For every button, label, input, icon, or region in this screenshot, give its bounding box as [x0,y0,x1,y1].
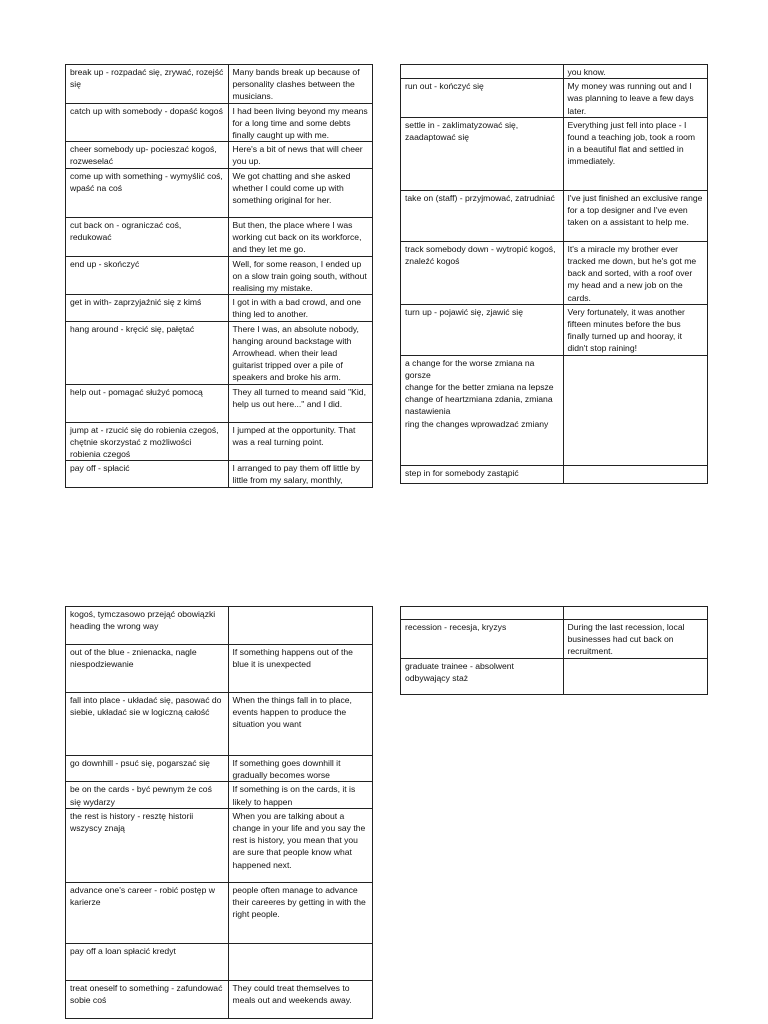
example-cell: I jumped at the opportunity. That was a real turning point. [228,422,373,461]
example-cell [228,607,373,645]
table-row [66,256,373,295]
example-cell: I've just finished an exclusive range for a top designer and I've even taken on a assistant to help me. [563,190,708,241]
example-cell: When you are talking about a change in your life and you say the rest is history, you mean that you are sure that people know what happened next. [228,808,373,882]
term-cell: end up - skończyć [66,256,229,295]
term-cell: kogoś, tymczasowo przejąć obowiązki heading the wrong way [66,607,229,645]
term-cell: break up - rozpadać się, zrywać, rozejść się [66,65,229,104]
table-row [66,693,373,756]
table-row [66,422,373,461]
example-cell: It's a miracle my brother ever tracked me down, but he's got me back and sorted, with a roof over my head and a new job on the cards. [563,241,708,304]
table-row [401,190,708,241]
term-cell: a change for the worse zmiana na gorsze change for the better zmiana na lepsze change of heartzmiana zdania, zmiana nastawienia ring the changes wprowadzać zmiany [401,355,564,465]
vocab-table [65,606,373,1019]
example-cell: If something is on the cards, it is likely to happen [228,782,373,808]
term-cell: turn up - pojawić się, zjawić się [401,304,564,355]
table-row [66,607,373,645]
example-cell: They all turned to meand said "Kid, help us out here..." and I did. [228,384,373,422]
table-row [401,465,708,483]
table-row [401,658,708,694]
term-cell: track somebody down - wytropić kogoś, znaleźć kogoś [401,241,564,304]
term-cell [401,65,564,79]
term-cell: get in with- zaprzyjaźnić się z kimś [66,295,229,321]
example-cell [563,355,708,465]
table-row [66,808,373,882]
vocab-table [400,64,708,484]
table-row [66,142,373,168]
table-row [401,620,708,659]
vocab-table [65,64,373,488]
table-row [66,295,373,321]
example-cell: I arranged to pay them off little by little from my salary, monthly, [228,461,373,487]
table-row [66,980,373,1018]
term-cell: be on the cards - być pewnym że coś się wydarzy [66,782,229,808]
vocab-card-bottom-right [400,606,708,695]
table-row [401,241,708,304]
table-row [66,943,373,980]
example-cell: If something happens out of the blue it is unexpected [228,645,373,693]
term-cell: run out - kończyć się [401,79,564,118]
term-cell [401,607,564,620]
term-cell: fall into place - układać się, pasować do siebie, układać sie w logiczną całość [66,693,229,756]
term-cell: graduate trainee - absolwent odbywający staż [401,658,564,694]
term-cell: pay off a loan spłacić kredyt [66,943,229,980]
vocab-card-top-left [65,64,373,488]
term-cell: treat oneself to something - zafundować sobie coś [66,980,229,1018]
example-cell: Many bands break up because of personality clashes between the musicians. [228,65,373,104]
term-cell: pay off - spłacić [66,461,229,487]
example-cell [563,465,708,483]
term-cell: come up with something - wymyślić coś, wpaść na coś [66,168,229,217]
example-cell: During the last recession, local businesses had cut back on recruitment. [563,620,708,659]
term-cell: step in for somebody zastąpić [401,465,564,483]
table-row [401,304,708,355]
example-cell: you know. [563,65,708,79]
example-cell: If something goes downhill it gradually becomes worse [228,756,373,782]
term-cell: recession - recesja, kryzys [401,620,564,659]
table-row [401,607,708,620]
vocab-card-bottom-left [65,606,373,1019]
term-cell: jump at - rzucić się do robienia czegoś, chętnie skorzystać z możliwości robienia czegoś [66,422,229,461]
example-cell: When the things fall in to place, events happen to produce the situation you want [228,693,373,756]
table-row [401,65,708,79]
table-row [66,782,373,808]
term-cell: take on (staff) - przyjmować, zatrudniać [401,190,564,241]
example-cell: Everything just fell into place - I found a teaching job, took a room in a beautiful flat and settled in immediately. [563,117,708,190]
table-row [66,882,373,943]
table-row [66,103,373,142]
example-cell: people often manage to advance their careeres by getting in with the right people. [228,882,373,943]
term-cell: cheer somebody up- pocieszać kogoś, rozweselać [66,142,229,168]
table-row [401,79,708,118]
table-row [66,168,373,217]
term-cell: advance one's career - robić postęp w karierze [66,882,229,943]
example-cell: Here's a bit of news that will cheer you up. [228,142,373,168]
term-cell: settle in - zaklimatyzować się, zaadaptować się [401,117,564,190]
table-row [66,217,373,256]
table-row [66,321,373,384]
example-cell: We got chatting and she asked whether I could come up with something original for her. [228,168,373,217]
table-row [66,756,373,782]
term-cell: catch up with somebody - dopaść kogoś [66,103,229,142]
vocab-table [400,606,708,695]
example-cell [563,658,708,694]
table-row [66,65,373,104]
term-cell: the rest is history - resztę historii wszyscy znają [66,808,229,882]
example-cell [563,607,708,620]
example-cell: I got in with a bad crowd, and one thing led to another. [228,295,373,321]
term-cell: out of the blue - znienacka, nagle niespodziewanie [66,645,229,693]
example-cell: They could treat themselves to meals out and weekends away. [228,980,373,1018]
term-cell: go downhill - psuć się, pogarszać się [66,756,229,782]
term-cell: hang around - kręcić się, pałętać [66,321,229,384]
example-cell: There I was, an absolute nobody, hanging around backstage with Arrowhead. when their lead guitarist tripped over a pile of speakers and broke his arm. [228,321,373,384]
vocab-card-top-right [400,64,708,484]
example-cell: My money was running out and I was planning to leave a few days later. [563,79,708,118]
term-cell: help out - pomagać służyć pomocą [66,384,229,422]
example-cell: Very fortunately, it was another fifteen minutes before the bus finally turned up and hooray, it didn't stop raining! [563,304,708,355]
example-cell [228,943,373,980]
table-row [66,384,373,422]
table-row [401,355,708,465]
example-cell: But then, the place where I was working cut back on its workforce, and they let me go. [228,217,373,256]
example-cell: Well, for some reason, I ended up on a slow train going south, without realising my mistake. [228,256,373,295]
example-cell: I had been living beyond my means for a long time and some debts finally caught up with me. [228,103,373,142]
table-row [66,461,373,487]
table-row [401,117,708,190]
term-cell: cut back on - ograniczać coś, redukować [66,217,229,256]
table-row [66,645,373,693]
